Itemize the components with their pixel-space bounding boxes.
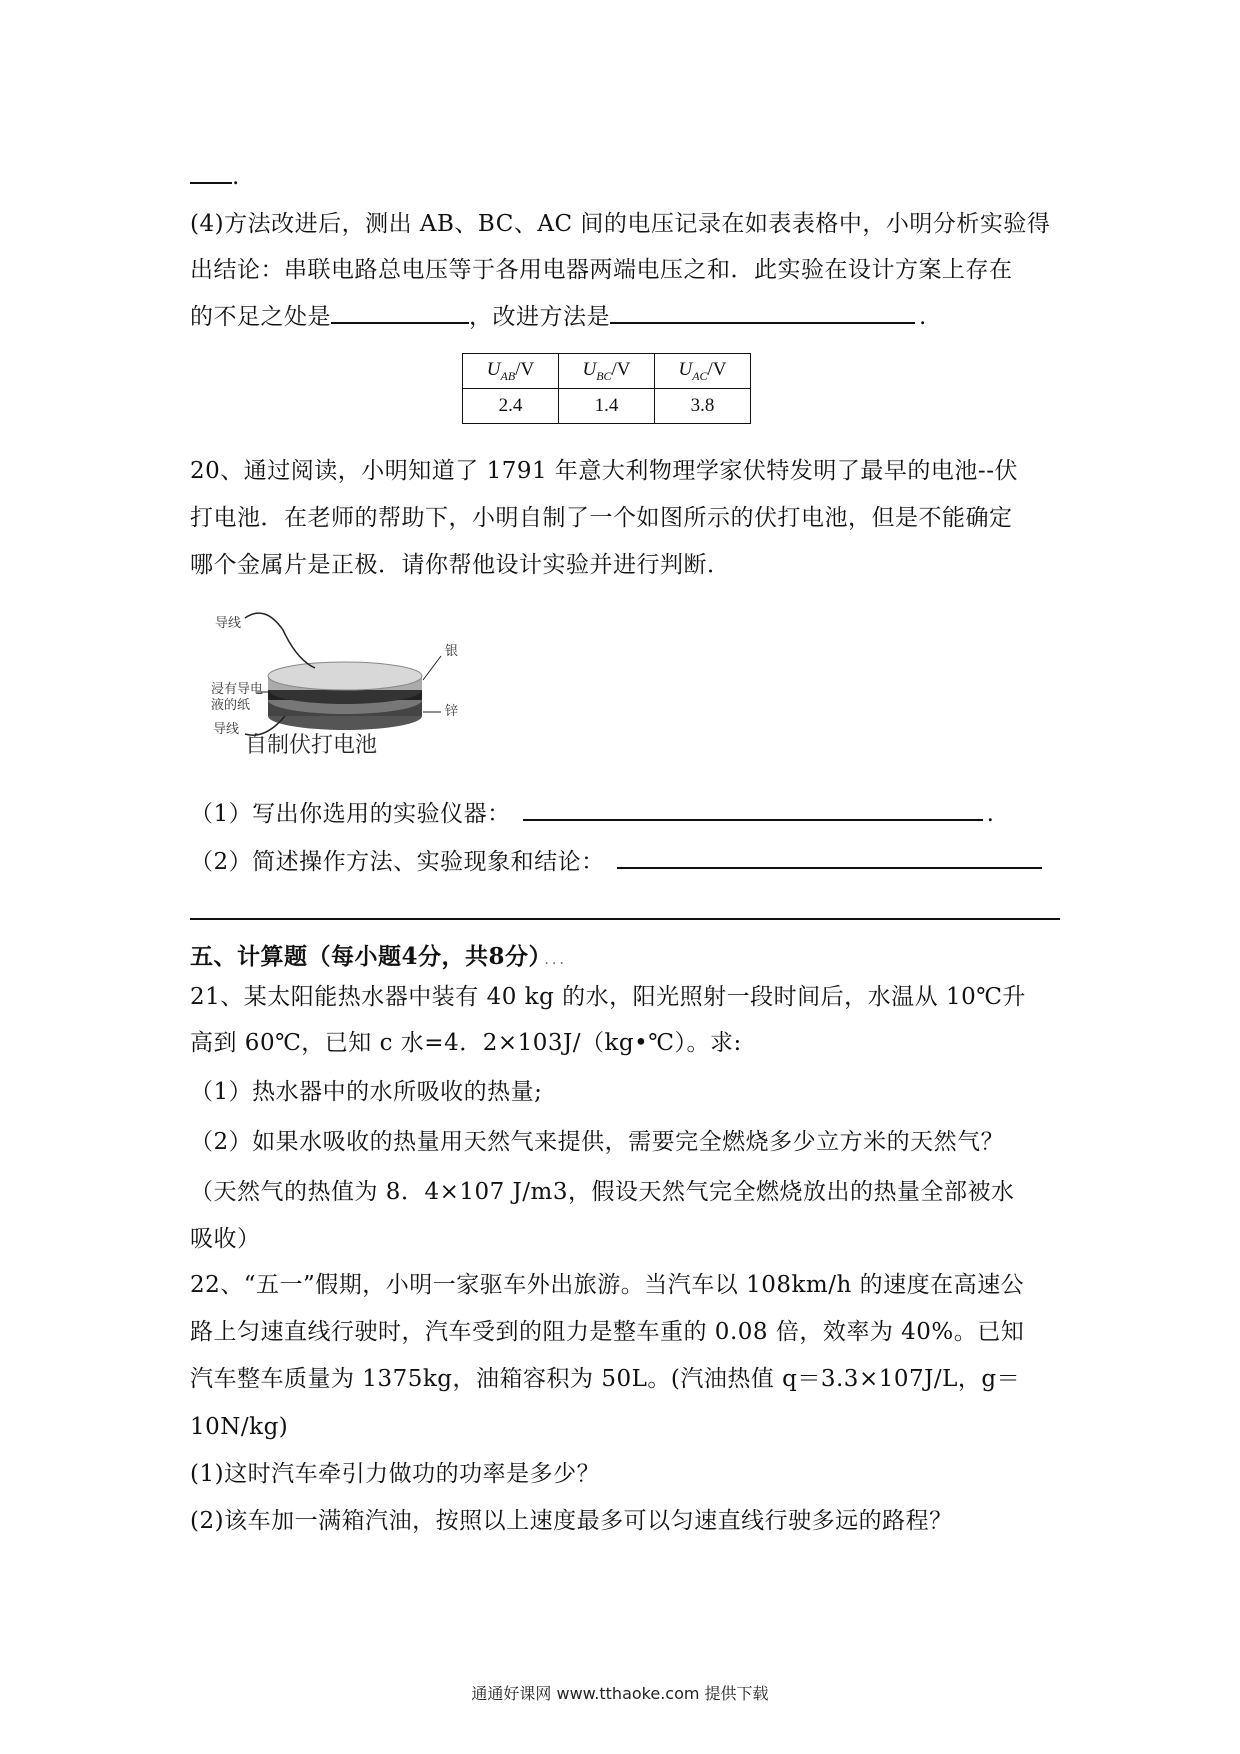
- q20-line1: 20、通过阅读，小明知道了 1791 年意大利物理学家伏特发明了最早的电池--伏: [190, 458, 1018, 484]
- label-zinc: 锌: [445, 704, 459, 719]
- section-5-dots: ．．．: [544, 952, 575, 968]
- value-ubc: 1.4: [559, 389, 655, 424]
- q19-4-line2: 出结论：串联电路总电压等于各用电器两端电压之和．此实验在设计方案上存在: [190, 257, 1013, 283]
- q22-line2: 路上匀速直线行驶时，汽车受到的阻力是整车重的 0.08 倍，效率为 40%。已知: [190, 1319, 1025, 1345]
- label-wire-top: 导线: [215, 616, 242, 631]
- q20-sub2: [190, 845, 1060, 879]
- label-silver: 银: [445, 644, 459, 659]
- instruments-blank[interactable]: [523, 797, 983, 821]
- footer-credit: 通通好课网 www.tthaoke.com 提供下载: [471, 1684, 769, 1703]
- q19-4-line1: (4)方法改进后，测出 AB、BC、AC 间的电压记录在如表表格中，小明分析实验得: [190, 211, 1051, 237]
- period: .: [919, 304, 927, 330]
- q20-sub1: [190, 797, 1060, 831]
- q19-4-shortcoming-label: 的不足之处是: [190, 304, 331, 330]
- q22-line4: 10N/kg): [190, 1414, 289, 1440]
- table-header-row: [463, 354, 751, 389]
- q21-line1: 21、某太阳能热水器中装有 40 kg 的水，阳光照射一段时间后，水温从 10℃升: [190, 984, 1026, 1010]
- label-paper-2: 液的纸: [211, 698, 251, 713]
- answer-blank[interactable]: [190, 160, 232, 184]
- q21-sub1: （1）热水器中的水所吸收的热量;: [190, 1079, 543, 1105]
- voltage-table: [462, 353, 751, 424]
- q20-line3: 哪个金属片是正极．请你帮他设计实验并进行判断．: [190, 552, 731, 578]
- q20-sub2-label: （2）简述操作方法、实验现象和结论：: [190, 849, 605, 875]
- value-uab: 2.4: [463, 389, 559, 424]
- voltaic-battery-figure: [205, 600, 465, 770]
- section-5-heading: [190, 940, 1060, 977]
- period: .: [232, 164, 240, 190]
- q21-note2: 吸收）: [190, 1226, 261, 1252]
- method-answer-line[interactable]: [190, 918, 1060, 920]
- q22-line1: 22、“五一”假期，小明一家驱车外出旅游。当汽车以 108km/h 的速度在高速公: [190, 1272, 1025, 1298]
- q20-sub1-label: （1）写出你选用的实验仪器：: [190, 801, 511, 827]
- q22-line3: 汽车整车质量为 1375kg，油箱容积为 50L。(汽油热值 q＝3.3×107J/L，g＝: [190, 1366, 1021, 1392]
- q20-line2: 打电池．在老师的帮助下，小明自制了一个如图所示的伏打电池，但是不能确定: [190, 505, 1013, 531]
- period: .: [986, 801, 995, 827]
- q21-line2: 高到 60℃，已知 c 水=4．2×103J/（kg•℃）。求:: [190, 1030, 742, 1056]
- header-ubc: $U_{BC}/V$: [559, 354, 655, 389]
- label-paper-1: 浸有导电: [211, 682, 264, 697]
- q22-sub2: (2)该车加一满箱汽油，按照以上速度最多可以匀速直线行驶多远的路程？: [190, 1508, 953, 1534]
- table-row: [463, 389, 751, 424]
- previous-answer-line: [190, 160, 1060, 194]
- header-uab: $U_{AB}/V$: [463, 354, 559, 389]
- q19-4-line3: [190, 300, 1060, 334]
- q22-sub1: (1)这时汽车牵引力做功的功率是多少？: [190, 1461, 601, 1487]
- figure-caption: 自制伏打电池: [245, 733, 378, 758]
- header-uac: $U_{AC}/V$: [655, 354, 751, 389]
- improvement-blank[interactable]: [610, 300, 915, 324]
- q19-4-improvement-label: ，改进方法是: [469, 304, 610, 330]
- label-wire-bottom: 导线: [213, 722, 240, 737]
- section-5-title: 五、计算题（每小题4分，共8分）: [190, 943, 541, 970]
- value-uac: 3.8: [655, 389, 751, 424]
- shortcoming-blank[interactable]: [331, 300, 469, 324]
- method-blank[interactable]: [617, 845, 1042, 869]
- q21-sub2: （2）如果水吸收的热量用天然气来提供，需要完全燃烧多少立方米的天然气？: [190, 1129, 1005, 1155]
- q21-note1: （天然气的热值为 8．4×107 J/m3，假设天然气完全燃烧放出的热量全部被水: [190, 1179, 1015, 1205]
